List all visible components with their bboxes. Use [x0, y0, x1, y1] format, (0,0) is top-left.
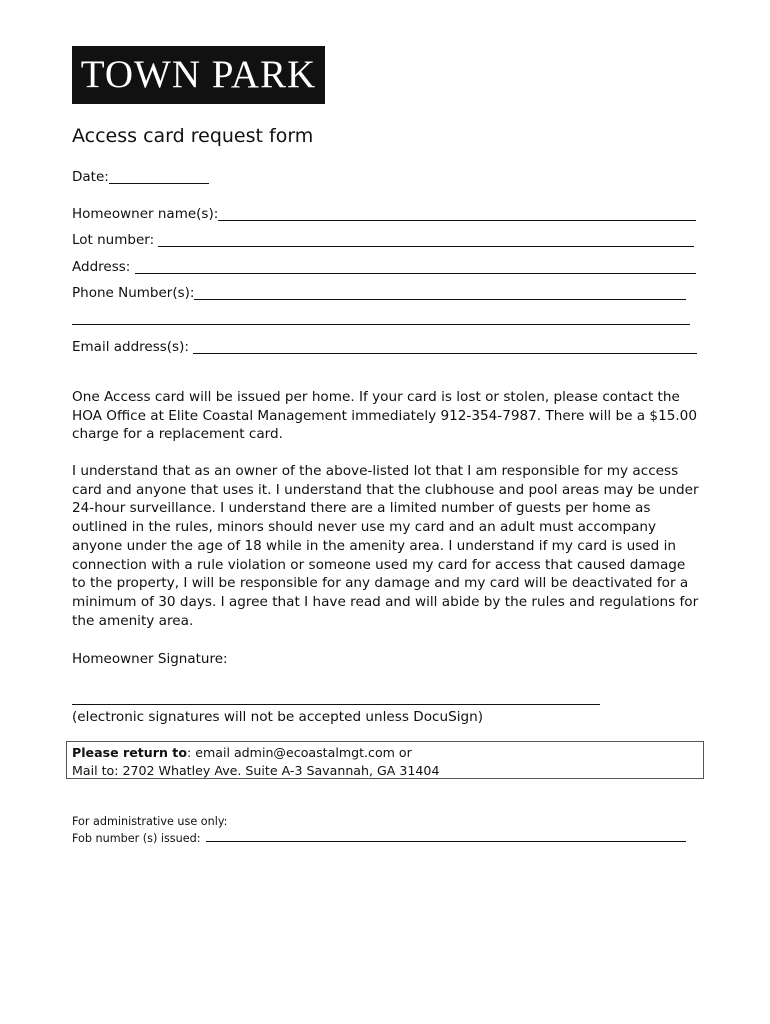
return-email: : email admin@ecoastalmgt.com or: [186, 745, 412, 760]
policy-paragraph-1: One Access card will be issued per home. If your card is lost or stolen, please contact the HOA Office at Elite Coastal Management immediately 912-354-7987. There will be a $15.00 charge for a replacement card.: [72, 389, 697, 443]
admin-fob-row: [72, 830, 686, 846]
fob-field[interactable]: [206, 830, 686, 842]
phone-extra-field[interactable]: [72, 310, 690, 325]
phone-field[interactable]: [194, 285, 686, 300]
fob-label: Fob number (s) issued:: [72, 832, 201, 845]
address-row: [72, 258, 696, 276]
policy-paragraph-2: I understand that as an owner of the above-listed lot that I am responsible for my access card and anyone that uses it. I understand that the clubhouse and pool areas may be under 24-hour surveillance. I understand there are a limited number of guests per home as outlined in the rules, minors should never use my card and an adult must accompany anyone under the age of 18 while in the amenity area. I understand if my card is used in connection with a rule violation or someone used my card for access that caused damage to the property, I will be responsible for any damage and my card will be deactivated for a minimum of 30 days. I agree that I have read and will abide by the rules and regulations for the amenity area.: [72, 463, 699, 629]
return-info-box: [66, 741, 704, 779]
email-row: [72, 338, 697, 356]
email-label: Email address(s):: [72, 339, 194, 355]
phone-extra-row: [72, 310, 690, 327]
town-park-logo: TOWN PARK: [72, 46, 325, 104]
signature-label-row: [72, 650, 228, 668]
address-field[interactable]: [135, 259, 696, 274]
admin-heading: For administrative use only:: [72, 815, 228, 828]
form-title: Access card request form: [72, 125, 314, 147]
return-mail-line: Mail to: 2702 Whatley Ave. Suite A-3 Savannah, GA 31404: [72, 763, 440, 778]
address-label: Address:: [72, 259, 135, 275]
signature-field[interactable]: [72, 704, 600, 705]
homeowner-field[interactable]: [218, 206, 696, 221]
email-field[interactable]: [193, 339, 697, 354]
phone-row: [72, 284, 686, 302]
date-row: [72, 168, 209, 186]
return-label: Please return to: [72, 745, 187, 760]
lot-row: [72, 231, 694, 249]
date-field[interactable]: [109, 169, 209, 184]
signature-note: (electronic signatures will not be accepted unless DocuSign): [72, 709, 484, 725]
lot-field[interactable]: [158, 232, 694, 247]
phone-label: Phone Number(s):: [72, 285, 195, 301]
lot-label: Lot number:: [72, 232, 159, 248]
homeowner-label: Homeowner name(s):: [72, 206, 219, 222]
return-email-line: [72, 744, 703, 762]
date-label: Date:: [72, 169, 109, 185]
homeowner-row: [72, 205, 696, 223]
signature-label: Homeowner Signature:: [72, 651, 228, 667]
